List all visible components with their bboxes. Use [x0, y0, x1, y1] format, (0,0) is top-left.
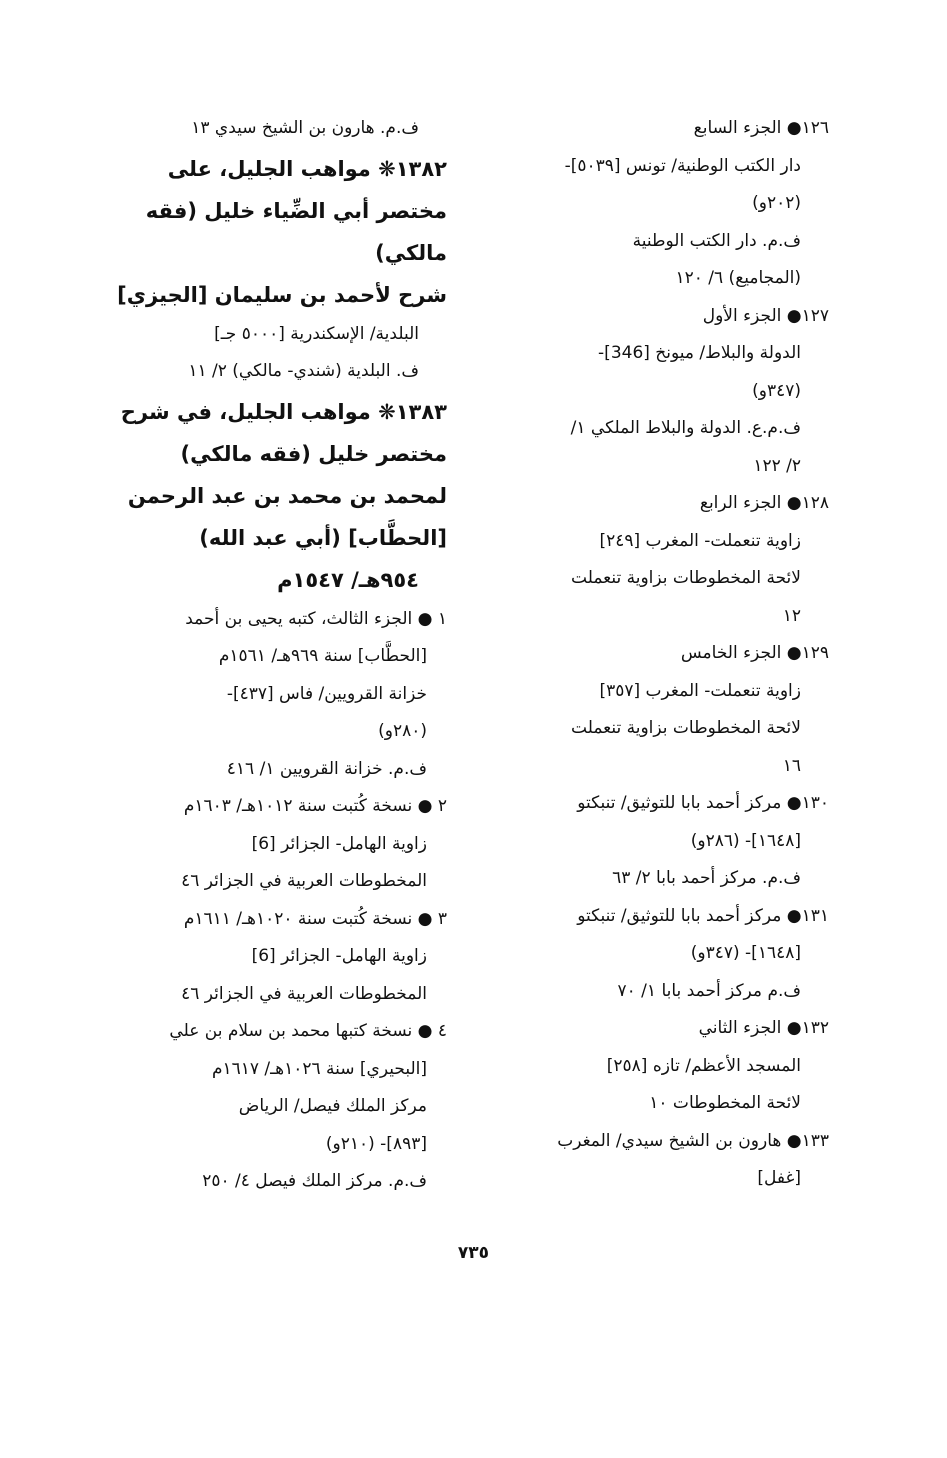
text-line: (٢٨٠و) — [378, 721, 427, 741]
text-line: الدولة والبلاط/ ميونخ [346]- — [598, 343, 801, 363]
text-line: مالكي) — [375, 240, 447, 265]
text-line: ٩٥٤هـ/ ١٥٤٧م — [277, 567, 419, 592]
text-line: زاوية الهامل- الجزائر [6] — [251, 833, 427, 854]
text-line: ١٢٧● الجزء الأول — [702, 305, 829, 326]
text-line: لائحة المخطوطات ١٠ — [649, 1093, 801, 1113]
text-line: [١٦٤٨]- (٣٤٧و) — [690, 943, 801, 963]
text-line: ١ ● الجزء الثالث، كتبه يحيى بن أحمد — [185, 608, 447, 629]
text-line: زاوية الهامل- الجزائر [6] — [251, 946, 427, 966]
text-line: [٨٩٣]- (٢١٠و) — [325, 1133, 427, 1154]
text-line: ١٣١● مركز أحمد بابا للتوثيق/ تنبكتو — [577, 905, 829, 926]
text-line: ١٣٢● الجزء الثاني — [698, 1018, 829, 1038]
text-line: [١٦٤٨]- (٢٨٦و) — [690, 830, 801, 851]
text-line: (المجاميع) ٦/ ١٢٠ — [675, 268, 801, 288]
text-line: ٢/ ١٢٢ — [753, 455, 801, 476]
text-line: البلدية/ الإسكندرية [٥٠٠٠ جـ] — [214, 323, 419, 344]
text-line: ١٢٩● الجزء الخامس — [680, 643, 829, 663]
text-line: ف.م. مركز أحمد بابا ٢/ ٦٣ — [612, 868, 801, 888]
text-line: المخطوطات العربية في الجزائر ٤٦ — [181, 983, 427, 1004]
text-line: (٢٠٢و) — [752, 193, 801, 213]
text-line: [غفل] — [757, 1168, 801, 1188]
text-line: ف.م. دار الكتب الوطنية — [632, 230, 801, 251]
text-line: المسجد الأعظم/ تازه [٢٥٨] — [606, 1055, 801, 1076]
text-line: ١٣٠● مركز أحمد بابا للتوثيق/ تنبكتو — [577, 793, 829, 813]
text-line: ف.م. مركز الملك فيصل ٤/ ٢٥٠ — [202, 1171, 427, 1191]
text-line: [الحطَّاب] سنة ٩٦٩هـ/ ١٥٦١م — [218, 646, 427, 666]
text-line: ف.م.ع. الدولة والبلاط الملكي ١/ — [570, 418, 801, 438]
text-line: مختصر أبي الضِّياء خليل (فقه — [145, 198, 447, 223]
text-line: ٤ ● نسخة كتبها محمد بن سلام بن علي — [169, 1021, 447, 1041]
text-line: [الحطَّاب] (أبي عبد الله) — [199, 525, 447, 550]
text-line: [البحيري] سنة ١٠٢٦هـ/ ١٦١٧م — [211, 1058, 427, 1079]
text-line: لائحة المخطوطات بزاوية تنعملت — [571, 718, 801, 738]
left-column — [107, 110, 447, 1201]
text-line: ١٦ — [782, 755, 801, 776]
page-number: ٧٣٥ — [457, 1243, 490, 1263]
text-line: ٢ ● نسخة كُتبت سنة ١٠١٢هـ/ ١٦٠٣م — [183, 796, 447, 816]
right-column — [499, 110, 829, 1198]
text-line: المخطوطات العربية في الجزائر ٤٦ — [181, 871, 427, 891]
text-line: ف.م. خزانة القرويين ١/ ٤١٦ — [226, 758, 427, 779]
text-line: مختصر خليل (فقه مالكي) — [180, 441, 447, 466]
text-line: خزانة القرويين/ فاس [٤٣٧]- — [226, 683, 427, 704]
text-line: ١٢ — [782, 605, 801, 626]
text-line: زاوية تنعملت- المغرب [٣٥٧] — [599, 680, 801, 701]
text-line: ١٣٣● هارون بن الشيخ سيدي/ المغرب — [557, 1130, 829, 1151]
text-line: ١٢٦● الجزء السابع — [693, 118, 829, 138]
text-line: ١٢٨● الجزء الرابع — [699, 493, 829, 513]
text-line: ١٣٨٣❋ مواهب الجليل، في شرح — [120, 399, 447, 424]
text-line: دار الكتب الوطنية/ تونس [٥٠٣٩]- — [564, 155, 801, 176]
text-line: ف.م. هارون بن الشيخ سيدي ١٣ — [191, 118, 419, 138]
text-line: ٣ ● نسخة كُتبت سنة ١٠٢٠هـ/ ١٦١١م — [183, 908, 447, 929]
text-line: ف. البلدية (شندي- مالكي) ٢/ ١١ — [188, 361, 419, 381]
text-line: لمحمد بن محمد بن عبد الرحمن — [127, 483, 447, 508]
text-line: ف.م مركز أحمد بابا ١/ ٧٠ — [617, 980, 801, 1001]
text-line: لائحة المخطوطات بزاوية تنعملت — [571, 568, 801, 588]
text-line: ١٣٨٢❋ مواهب الجليل، على — [167, 156, 447, 181]
text-line: (٣٤٧و) — [752, 380, 801, 401]
text-line: شرح لأحمد بن سليمان [الجيزي] — [117, 282, 447, 307]
text-line: مركز الملك فيصل/ الرياض — [238, 1096, 427, 1116]
text-line: زاوية تنعملت- المغرب [٢٤٩] — [599, 530, 801, 551]
